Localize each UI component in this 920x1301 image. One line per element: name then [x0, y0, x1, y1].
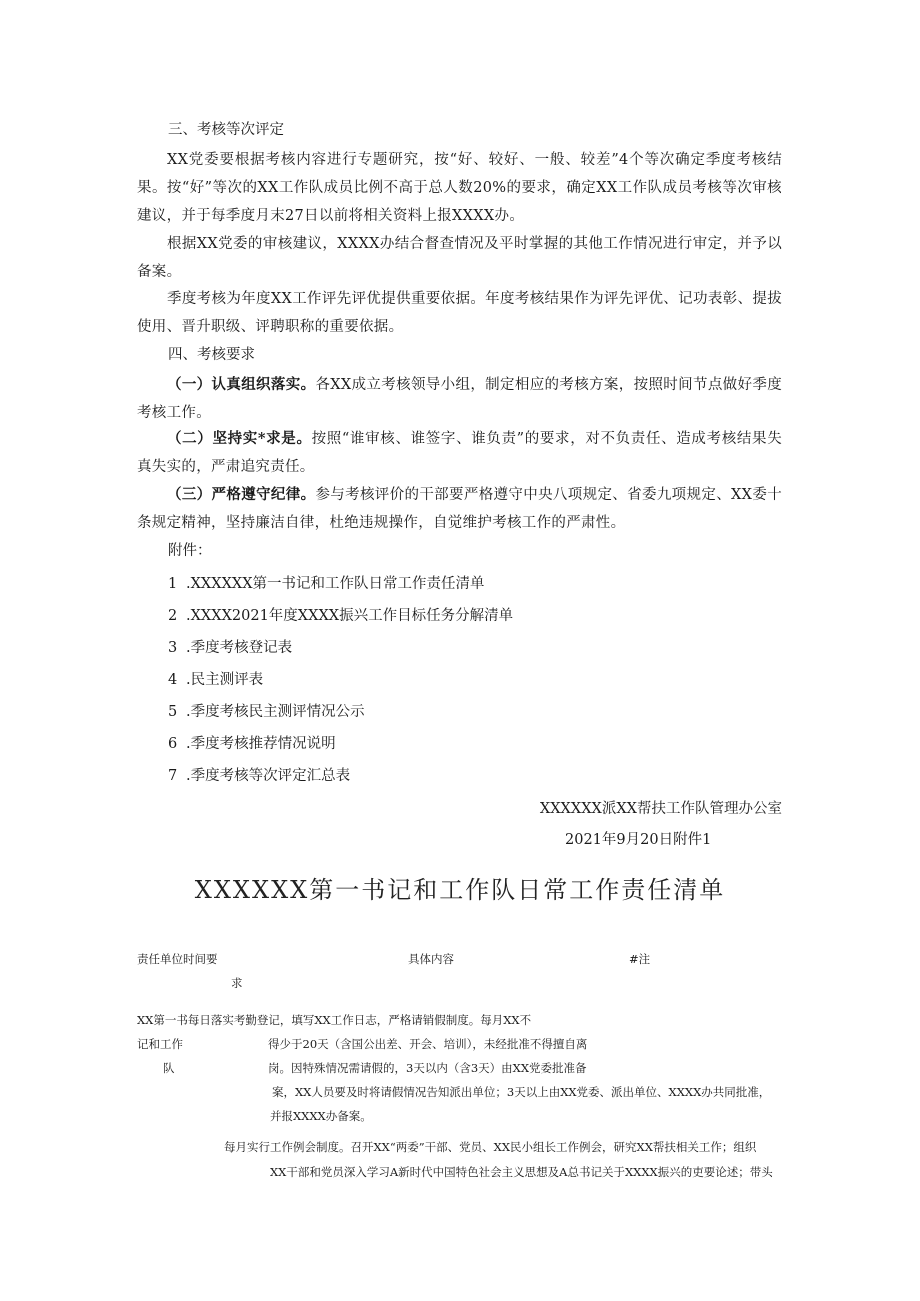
attachment-num-4: 4	[168, 672, 178, 688]
header-unit-time: 责任单位时间要	[137, 952, 218, 966]
requirement-lead-2: （二）坚持实*求是。	[167, 430, 312, 447]
attachment-num-3: 3	[168, 640, 178, 656]
attachments-label: 附件：	[168, 543, 212, 559]
attachment-item-1	[168, 572, 485, 593]
attachment-item-2	[168, 604, 513, 625]
row1-line-1: XX第一书每日落实考勤登记，填写XX工作日志，严格请销假制度。每月XX不	[137, 1013, 532, 1027]
row1-line-3: 岗。因特殊情况需请假的，3天以内（含3天）由XX党委批准备	[268, 1061, 587, 1075]
attachment-item-6	[168, 732, 336, 753]
signature-org: XXXXXX派XX帮扶工作队管理办公室	[539, 801, 782, 817]
attachment-item-4	[168, 668, 263, 689]
requirement-lead-1: （一）认真组织落实。	[167, 376, 316, 393]
attachment-text-2: .XXXX2021年度XXXX振兴工作目标任务分解清单	[186, 608, 514, 624]
section4-heading: 四、考核要求	[168, 347, 255, 363]
row1-line-4: 案，XX人员要及时将请假情况告知派出单位；3天以上由XX党委、派出单位、XXXX办共同批准，	[272, 1085, 771, 1099]
row2-line-2: XX干部和党员深入学习A新时代中国特色社会主义思想及A总书记关于XXXX振兴的吏要论述；带头	[270, 1165, 773, 1179]
section3-paragraph-3: 季度考核为年度XX工作评先评优提供重要依据。年度考核结果作为评先评优、记功表彰、提拔使用、晋升职级、评聘职称的重要依据。	[137, 291, 782, 335]
header-remarks: #注	[629, 952, 651, 966]
requirement-text-1: 各XX成立考核领导小组，制定相应的考核方案，按照时间节点做好季度考核工作。	[137, 377, 782, 421]
attachment-text-5: .季度考核民主测评情况公示	[186, 704, 365, 720]
attachment-num-5: 5	[168, 704, 178, 720]
attachment-text-3: .季度考核登记表	[186, 640, 293, 656]
header-content: 具体内容	[408, 952, 454, 966]
requirement-text-3: 参与考核评价的干部要严格遵守中央八项规定、省委九项规定、XX委十条规定精神，坚持廉洁自律，杜绝违规操作，自觉维护考核工作的严肃性。	[137, 487, 782, 531]
attachment-item-3	[168, 636, 292, 657]
section3-heading: 三、考核等次评定	[168, 122, 284, 138]
attachment-item-5	[168, 700, 365, 721]
requirement-item-3	[137, 481, 782, 537]
requirement-lead-3: （三）严格遵守纪律。	[167, 486, 316, 503]
section3-paragraph-1: XX党委要根据考核内容进行专题研究，按“好、较好、一般、较差”4个等次确定季度考核结果。按“好”等次的XX工作队成员比例不高于总人数20%的要求，确定XX工作队成员考核等次审核建议，并于每季度月末27日以前将相关资料上报XXXX办。	[137, 152, 782, 224]
header-unit-time-2: 求	[231, 976, 243, 990]
attachment-num-7: 7	[168, 768, 178, 784]
attachment-num-2: 2	[168, 608, 178, 624]
row1-line-2: 得少于20天（含国公出差、开会、培训），未经批准不得擅自离	[268, 1037, 588, 1051]
row1-line-5: 并报XXXX办备案。	[270, 1109, 372, 1123]
attachment-text-4: .民主测评表	[186, 672, 264, 688]
attachment-text-6: .季度考核推荐情况说明	[186, 736, 336, 752]
attachment-text-1: .XXXXXX第一书记和工作队日常工作责任清单	[186, 576, 485, 592]
attachment-num-1: 1	[168, 576, 178, 592]
attachment-num-6: 6	[168, 736, 178, 752]
requirement-text-2: 按照“谁审核、谁签字、谁负责”的要求，对不负责任、造成考核结果失真失实的，严肃追究责任。	[137, 431, 782, 475]
row1-unit-a: 记和工作	[137, 1037, 183, 1051]
requirement-item-2	[137, 425, 782, 481]
row2-line-1: 每月实行工作例会制度。召开XX“两委”干部、党员、XX民小组长工作例会，研究XX帮扶相关工作；组织	[224, 1140, 757, 1154]
attachment-text-7: .季度考核等次评定汇总表	[186, 768, 351, 784]
row1-unit-b: 队	[163, 1061, 175, 1075]
signature-date: 2021年9月20日附件1	[565, 832, 712, 848]
attachment1-title: XXXXXX第一书记和工作队日常工作责任清单	[194, 876, 726, 904]
requirement-item-1	[137, 371, 782, 427]
section3-paragraph-2: 根据XX党委的审核建议，XXXX办结合督查情况及平时掌握的其他工作情况进行审定，并予以备案。	[137, 236, 782, 280]
attachment-item-7	[168, 764, 350, 785]
